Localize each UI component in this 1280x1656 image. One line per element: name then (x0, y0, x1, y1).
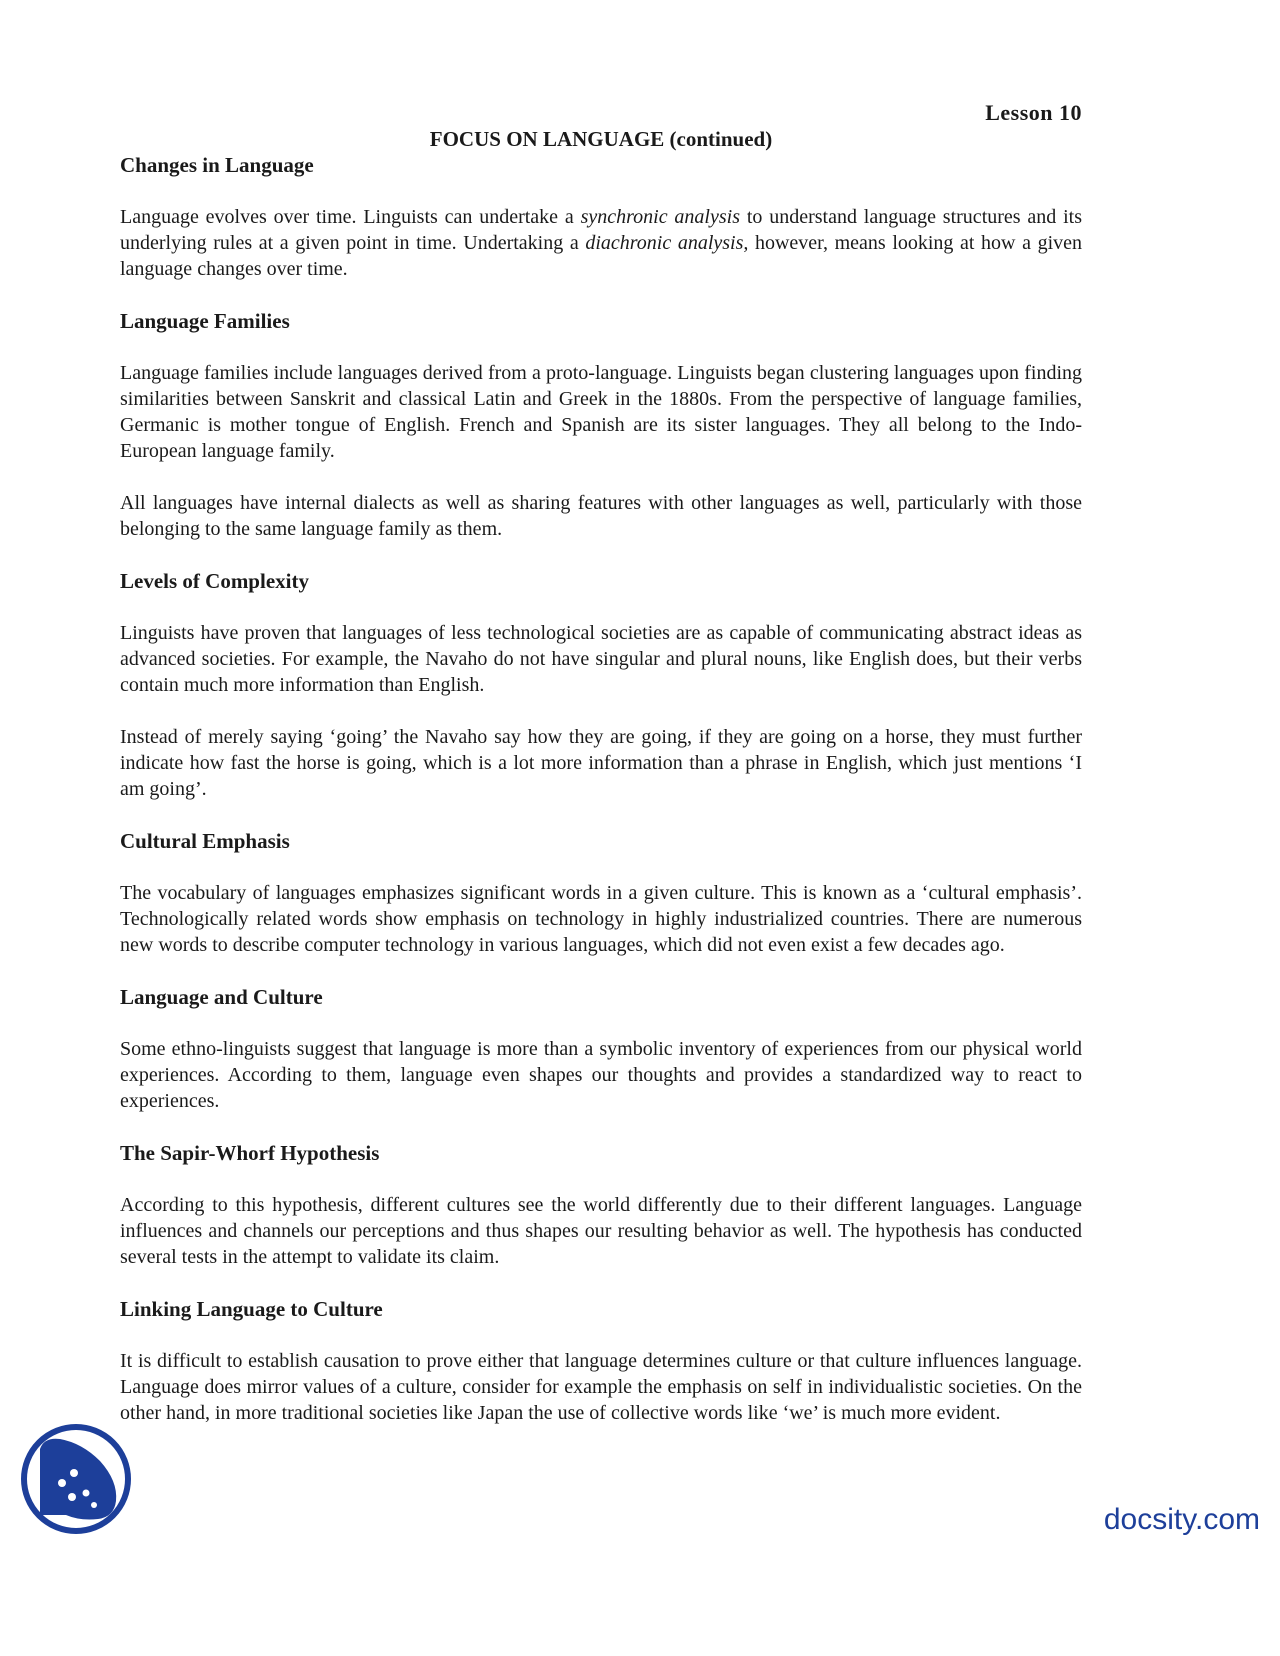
paragraph-changes: Language evolves over time. Linguists can undertake a synchronic analysis to understand language structures and its underlying rules at a given point in time. Undertaking a diachronic analysis, however, means looking at how a given language changes over time. (120, 206, 1083, 280)
section-heading-changes: Changes in Language (120, 153, 314, 177)
docsity-watermark: docsity.com (1103, 1503, 1260, 1536)
docsity-logo-icon (20, 1423, 132, 1535)
section-heading-families: Language Families (120, 309, 290, 333)
paragraph-sapir-whorf: According to this hypothesis, different cultures see the world differently due to their different languages. Language influences and channels our perceptions and thus shapes our resulting behavior as well. The hypothesis has conducted several tests in the attempt to validate its claim. (120, 1194, 1082, 1268)
paragraph-complexity-1: Linguists have proven that languages of less technological societies are as capable of communicating abstract ideas as advanced societies. For example, the Navaho do not have singular and plural nouns, like English does, but their verbs contain much more information than English. (120, 622, 1082, 696)
section-heading-linking: Linking Language to Culture (120, 1297, 383, 1321)
section-heading-cultural-emphasis: Cultural Emphasis (120, 829, 290, 853)
paragraph-families-2: All languages have internal dialects as well as sharing features with other languages as well, particularly with those belonging to the same language family as them. (120, 492, 1082, 540)
paragraph-language-culture: Some ethno-linguists suggest that language is more than a symbolic inventory of experiences from our physical world experiences. According to them, language even shapes our thoughts and provides a standardized way to react to experiences. (120, 1038, 1082, 1112)
paragraph-complexity-2: Instead of merely saying ‘going’ the Navaho say how they are going, if they are going on a horse, they must further indicate how fast the horse is going, which is a lot more information than a phrase in English, which just mentions ‘I am going’. (120, 726, 1082, 800)
paragraph-linking: It is difficult to establish causation to prove either that language determines culture or that culture influences language. Language does mirror values of a culture, consider for example the emphasis on self in individualistic societies. On the other hand, in more traditional societies like Japan the use of collective words like ‘we’ is much more evident. (120, 1350, 1082, 1424)
paragraph-cultural-emphasis: The vocabulary of languages emphasizes significant words in a given culture. This is known as a ‘cultural emphasis’. Technologically related words show emphasis on technology in highly industrialized countries. There are numerous new words to describe computer technology in various languages, which did not even exist a few decades ago. (120, 882, 1082, 956)
document-page (120, 100, 1082, 1452)
lesson-number: Lesson 10 (985, 100, 1082, 125)
paragraph-families-1: Language families include languages derived from a proto-language. Linguists began clustering languages upon finding similarities between Sanskrit and classical Latin and Greek in the 1880s. From the perspective of language families, Germanic is mother tongue of English. French and Spanish are its sister languages. They all belong to the Indo-European language family. (120, 362, 1082, 462)
document-title: FOCUS ON LANGUAGE (continued) (429, 127, 773, 151)
term-synchronic: synchronic analysis (580, 206, 740, 228)
term-diachronic: diachronic analysis, (585, 232, 749, 254)
section-heading-language-culture: Language and Culture (120, 985, 323, 1009)
section-heading-sapir-whorf: The Sapir-Whorf Hypothesis (120, 1141, 380, 1165)
section-heading-complexity: Levels of Complexity (120, 569, 309, 593)
